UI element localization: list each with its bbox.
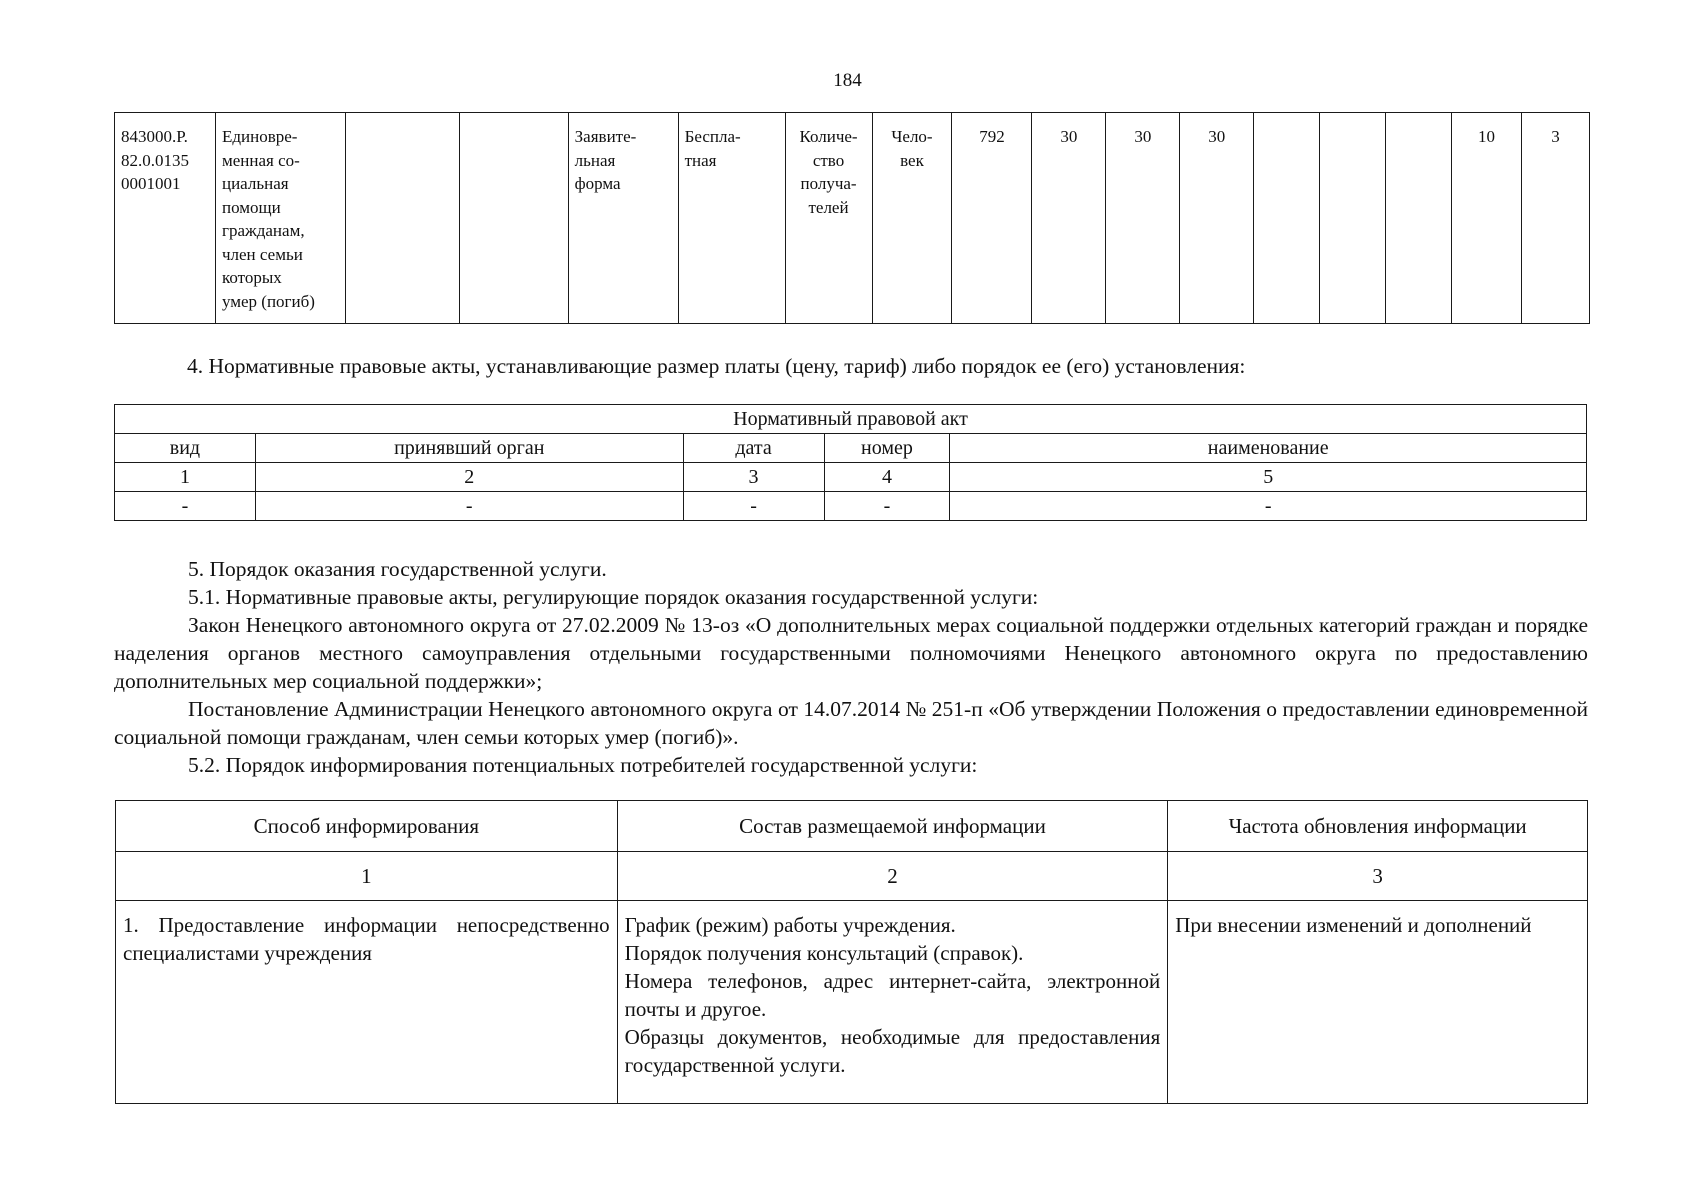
table-cell bbox=[1320, 113, 1386, 324]
law-paragraph: Закон Ненецкого автономного округа от 27.02.2009 № 13-оз «О дополнительных мерах социальной поддержки отдельных категорий граждан и порядке наделения органов местного самоуправления отдельными государственными полномочиями Ненецкого автономного округа по предоставлению дополнительных мер социальной поддержки»; bbox=[114, 613, 1588, 693]
table-cell: - bbox=[824, 492, 950, 521]
table-cell: - bbox=[115, 492, 256, 521]
cell-text: Единовре- менная со- циальная помощи гражданам, член семьи которых умер (погиб) bbox=[221, 127, 315, 311]
informing-table bbox=[115, 800, 1588, 1104]
deviation-percent-cell bbox=[1451, 113, 1521, 324]
inform-method-cell: 1. Предоставление информации непосредственно специалистами учреждения bbox=[116, 901, 618, 1104]
value-cell bbox=[1180, 113, 1254, 324]
column-header: номер bbox=[824, 434, 950, 463]
column-header: Способ информирования bbox=[116, 801, 618, 852]
column-number: 5 bbox=[950, 463, 1587, 492]
column-header: вид bbox=[115, 434, 256, 463]
column-header: принявший орган bbox=[255, 434, 683, 463]
inform-frequency-cell: При внесении изменений и дополнений bbox=[1168, 901, 1588, 1104]
inform-content-cell bbox=[617, 901, 1168, 1104]
table-header-row bbox=[115, 434, 1587, 463]
table-title: Нормативный правовой акт bbox=[115, 405, 1587, 434]
column-number: 2 bbox=[617, 852, 1168, 901]
table-row bbox=[116, 901, 1588, 1104]
cell-text: Количе- ство получа- телей bbox=[799, 127, 858, 217]
column-header: наименование bbox=[950, 434, 1587, 463]
table-row bbox=[115, 492, 1587, 521]
payment-cell bbox=[678, 113, 785, 324]
section-5-heading: 5. Порядок оказания государственной услуги. bbox=[188, 557, 607, 581]
decree-paragraph: Постановление Администрации Ненецкого автономного округа от 14.07.2014 № 251-п «Об утверждении Положения о предоставлении единовременной социальной помощи гражданам, член семьи которых умер (погиб)». bbox=[114, 697, 1588, 749]
page-number: 184 bbox=[833, 70, 862, 91]
section-4-heading: 4. Нормативные правовые акты, устанавливающие размер платы (цену, тариф) либо порядок ее (его) установления: bbox=[187, 354, 1246, 378]
column-header: дата bbox=[683, 434, 824, 463]
cell-text: 30 bbox=[1208, 127, 1226, 146]
service-name-cell bbox=[215, 113, 345, 324]
table-cell: - bbox=[683, 492, 824, 521]
registry-code-cell bbox=[115, 113, 216, 324]
section-5-1-heading: 5.1. Нормативные правовые акты, регулирующие порядок оказания государственной услуги: bbox=[188, 585, 1039, 609]
service-volume-table bbox=[114, 112, 1590, 324]
column-number: 3 bbox=[683, 463, 824, 492]
table-cell bbox=[1386, 113, 1452, 324]
table-row bbox=[116, 852, 1588, 901]
content-line: Номера телефонов, адрес интернет-сайта, электронной почты и другое. bbox=[624, 969, 1161, 1021]
table-cell bbox=[459, 113, 568, 324]
cell-text: 792 bbox=[979, 127, 1005, 146]
content-line: График (режим) работы учреждения. bbox=[624, 913, 956, 937]
table-cell bbox=[345, 113, 459, 324]
table-row bbox=[115, 463, 1587, 492]
cell-text: 843000.Р. 82.0.0135 0001001 bbox=[121, 127, 189, 193]
column-header: Состав размещаемой информации bbox=[617, 801, 1168, 852]
section-5-text bbox=[114, 555, 1588, 779]
form-cell bbox=[568, 113, 678, 324]
cell-text: Беспла- тная bbox=[684, 127, 741, 170]
column-number: 1 bbox=[116, 852, 618, 901]
column-number: 4 bbox=[824, 463, 950, 492]
table-cell bbox=[1254, 113, 1320, 324]
table-row bbox=[115, 113, 1590, 324]
cell-text: Заявите- льная форма bbox=[574, 127, 637, 193]
fee-acts-table bbox=[114, 404, 1587, 521]
column-header: Частота обновления информации bbox=[1168, 801, 1588, 852]
column-number: 1 bbox=[115, 463, 256, 492]
table-cell: - bbox=[950, 492, 1587, 521]
content-line: Образцы документов, необходимые для предоставления государственной услуги. bbox=[624, 1025, 1161, 1077]
table-cell: - bbox=[255, 492, 683, 521]
cell-text: 30 bbox=[1060, 127, 1078, 146]
table-header-row bbox=[116, 801, 1588, 852]
cell-text: 30 bbox=[1134, 127, 1152, 146]
okei-code-cell bbox=[952, 113, 1032, 324]
cell-text: Чело- век bbox=[891, 127, 933, 170]
column-number: 2 bbox=[255, 463, 683, 492]
unit-cell bbox=[872, 113, 952, 324]
deviation-absolute-cell bbox=[1521, 113, 1589, 324]
indicator-cell bbox=[785, 113, 872, 324]
cell-text: 3 bbox=[1551, 127, 1560, 146]
value-cell bbox=[1032, 113, 1106, 324]
content-line: Порядок получения консультаций (справок). bbox=[624, 941, 1024, 965]
column-number: 3 bbox=[1168, 852, 1588, 901]
cell-text: 10 bbox=[1477, 127, 1495, 146]
value-cell bbox=[1106, 113, 1180, 324]
section-5-2-heading: 5.2. Порядок информирования потенциальных потребителей государственной услуги: bbox=[188, 753, 978, 777]
